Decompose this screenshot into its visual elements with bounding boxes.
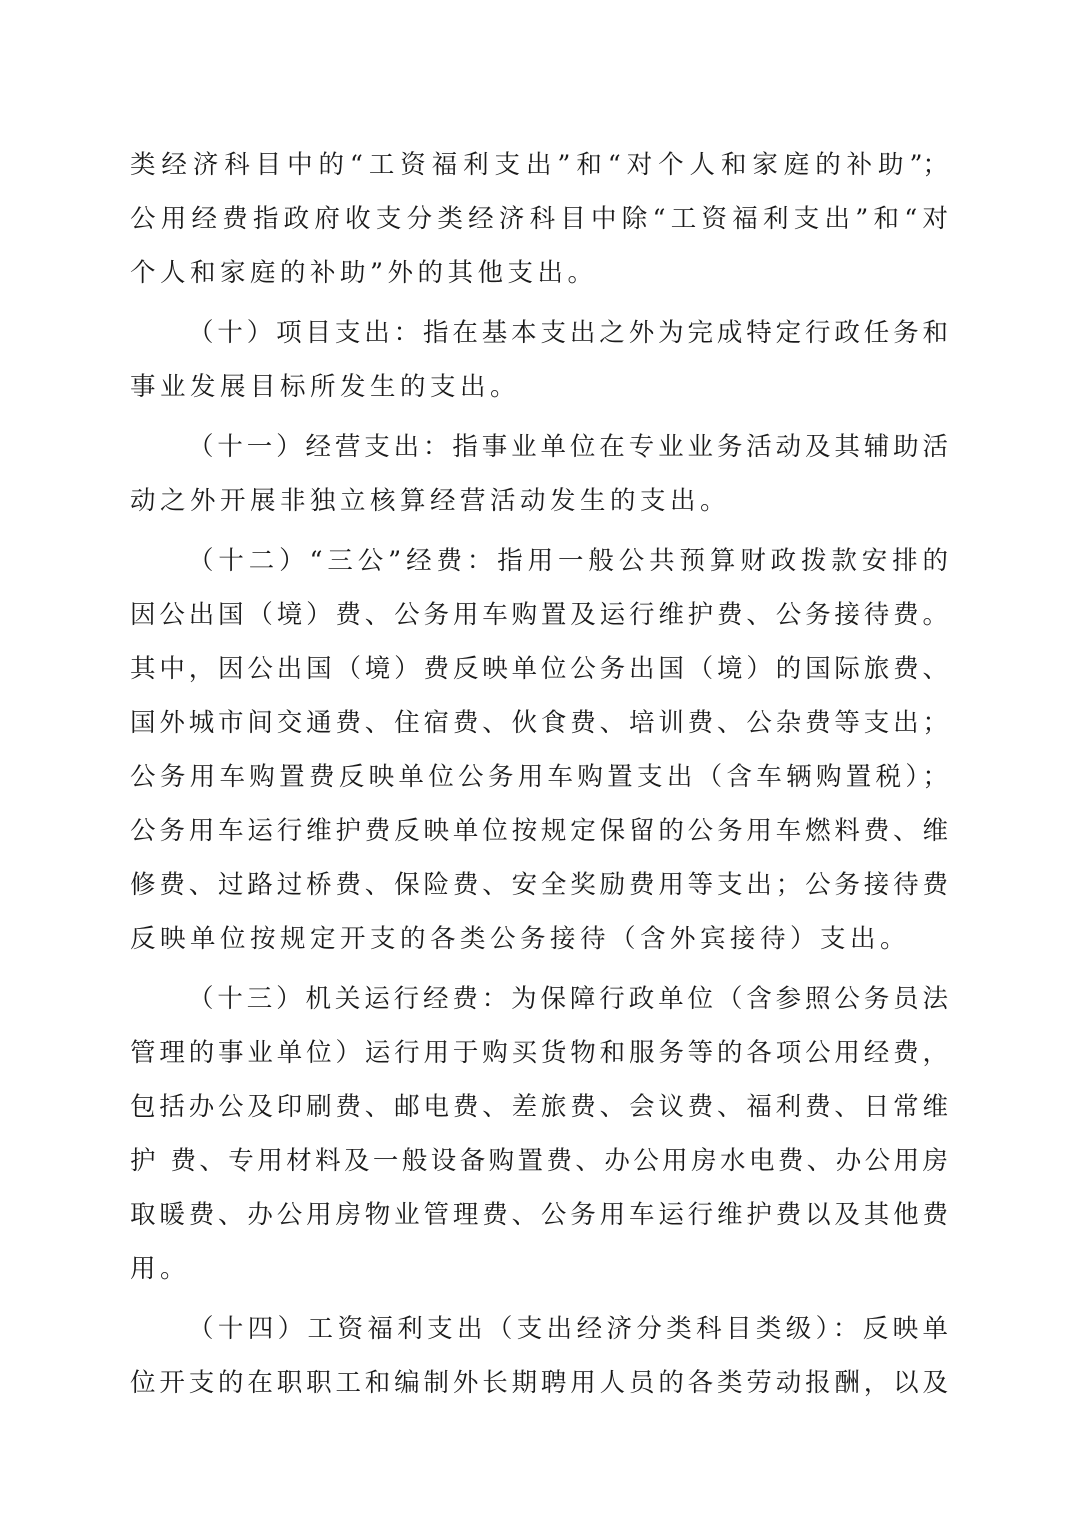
- paragraph-operating-expenditure: [130, 420, 948, 528]
- text-line: 取暖费、办公用房物业管理费、公务用车运行维护费以及其他费: [130, 1200, 948, 1230]
- document-body: [130, 138, 948, 1410]
- text-line: 国外城市间交通费、住宿费、伙食费、培训费、公杂费等支出；: [130, 708, 948, 738]
- text-line: 个人和家庭的补助”外的其他支出。: [130, 258, 598, 288]
- text-line: 其中，因公出国（境）费反映单位公务出国（境）的国际旅费、: [130, 654, 948, 684]
- text-line: 修费、过路过桥费、保险费、安全奖励费用等支出；公务接待费: [130, 870, 948, 900]
- text-line: 动之外开展非独立核算经营活动发生的支出。: [130, 486, 731, 516]
- text-line: 包括办公及印刷费、邮电费、差旅费、会议费、福利费、日常维: [130, 1092, 948, 1122]
- text-line: 公务用车购置费反映单位公务用车购置支出（含车辆购置税）；: [130, 762, 948, 792]
- paragraph-three-public-expenses: [130, 534, 948, 966]
- paragraph-project-expenditure: [130, 306, 948, 414]
- text-line: （十）项目支出：指在基本支出之外为完成特定行政任务和: [188, 318, 948, 348]
- text-line: 用。: [130, 1254, 191, 1284]
- text-line: （十二）“三公”经费：指用一般公共预算财政拨款安排的: [188, 546, 948, 576]
- text-line: 位开支的在职职工和编制外长期聘用人员的各类劳动报酬，以及: [130, 1368, 948, 1398]
- text-line: 反映单位按规定开支的各类公务接待（含外宾接待）支出。: [130, 924, 911, 954]
- text-line: （十一）经营支出：指事业单位在专业业务活动及其辅助活: [188, 432, 948, 462]
- text-line: 事业发展目标所发生的支出。: [130, 372, 521, 402]
- text-line: 因公出国（境）费、公务用车购置及运行维护费、公务接待费。: [130, 600, 948, 630]
- paragraph-basic-expenditure-continued: [130, 138, 948, 300]
- text-line: （十四）工资福利支出（支出经济分类科目类级）：反映单: [188, 1314, 948, 1344]
- text-line: 公用经费指政府收支分类经济科目中除“工资福利支出”和“对: [130, 204, 948, 234]
- text-line: 护 费、专用材料及一般设备购置费、办公用房水电费、办公用房: [130, 1146, 948, 1176]
- text-line: 管理的事业单位）运行用于购买货物和服务等的各项公用经费，: [130, 1038, 948, 1068]
- text-line: （十三）机关运行经费：为保障行政单位（含参照公务员法: [188, 984, 948, 1014]
- paragraph-wage-welfare-expenditure: [130, 1302, 948, 1410]
- text-line: 类经济科目中的“工资福利支出”和“对个人和家庭的补助”；: [130, 150, 948, 180]
- paragraph-agency-operating-expenses: [130, 972, 948, 1296]
- text-line: 公务用车运行维护费反映单位按规定保留的公务用车燃料费、维: [130, 816, 948, 846]
